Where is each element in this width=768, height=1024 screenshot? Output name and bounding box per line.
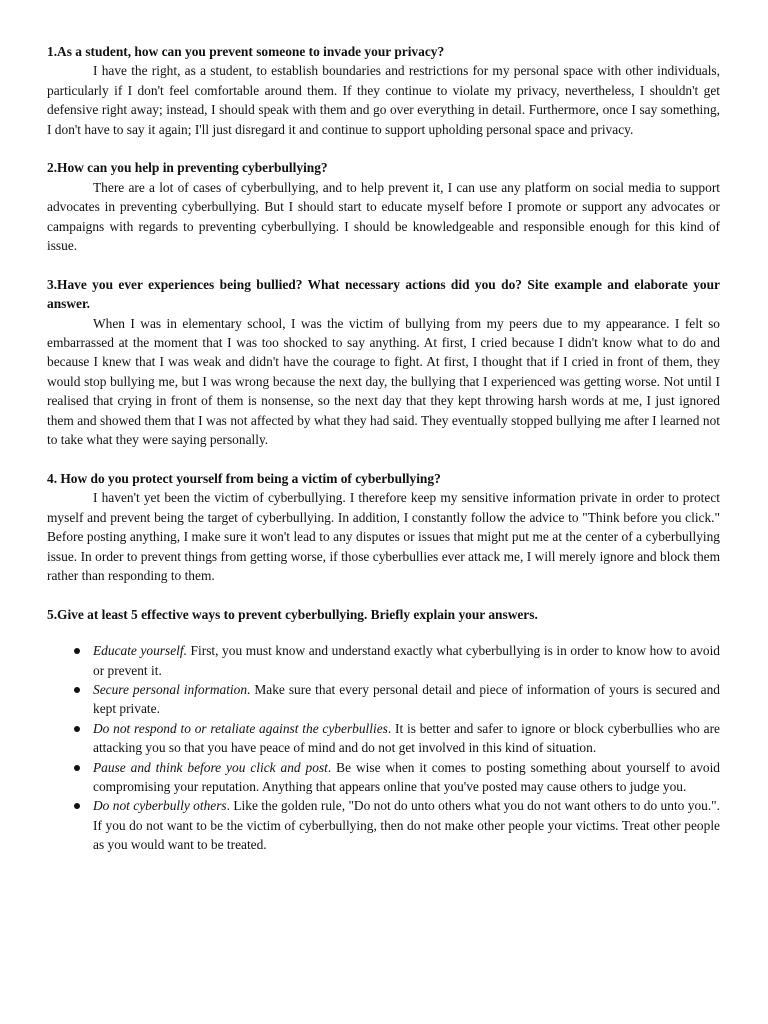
bullet-icon	[74, 726, 80, 732]
list-item	[93, 641, 720, 680]
question-1: 1.As a student, how can you prevent someone to invade your privacy?	[47, 44, 445, 59]
bullet-icon	[74, 803, 80, 809]
answer-2: There are a lot of cases of cyberbullying, and to help prevent it, I can use any platform on social media to support advocates in preventing cyberbullying. But I should start to educate myself before I promote or support any advocates or campaigns with regards to preventing cyberbullying. I should be knowledgeable and responsible enough for this kind of issue.	[47, 179, 720, 254]
section-3	[47, 275, 720, 450]
way-term: Do not respond to or retaliate against the cyberbullies	[93, 720, 388, 736]
question-4: 4. How do you protect yourself from being a victim of cyberbullying?	[47, 470, 441, 486]
ways-list	[47, 641, 720, 854]
bullet-icon	[74, 687, 80, 693]
way-text: . It is better and safer to ignore or block cyberbullies who are attacking you so that you have peace of mind and do not get involved in this kind of situation.	[93, 720, 721, 756]
bullet-icon	[74, 765, 80, 771]
question-5: 5.Give at least 5 effective ways to prevent cyberbullying. Briefly explain your answers.	[47, 606, 538, 622]
list-item	[93, 796, 720, 854]
section-4	[47, 469, 720, 585]
list-item	[93, 758, 720, 797]
answer-4: I haven't yet been the victim of cyberbullying. I therefore keep my sensitive information private in order to protect myself and prevent being the target of cyberbullying. In addition, I constantly follow the advice to "Think before you click." Before posting anything, I make sure it won't lead to any disputes or issues that might put me at the center of a cyberbullying issue. In order to prevent things from getting worse, if those cyberbullies ever attack me, I will merely ignore and block them rather than responding to them.	[47, 490, 720, 583]
bullet-icon	[74, 648, 80, 654]
section-5	[47, 605, 720, 855]
way-term: Do not cyberbully others	[93, 798, 227, 814]
section-1	[47, 42, 720, 139]
answer-1: I have the right, as a student, to establish boundaries and restrictions for my personal space with other individuals, particularly if I don't feel comfortable around them. If they continue to violate my privacy, nevertheless, I shouldn't get defensive right away; instead, I should speak with them and go over everything in detail. Furthermore, once I say something, I don't have to say it again; I'll just disregard it and continue to support upholding personal space and privacy.	[47, 63, 720, 137]
way-text: . Like the golden rule, "Do not do unto others what you do not want others to do unto you.". If you do not want to be the victim of cyberbullying, then do not make other people your victims. Treat other people as you would want to be treated.	[93, 798, 720, 853]
question-2: 2.How can you help in preventing cyberbullying?	[47, 160, 328, 176]
section-2	[47, 158, 720, 255]
answer-3: When I was in elementary school, I was the victim of bullying from my peers due to my appearance. I felt so embarrassed at the moment that I was too shocked to say anything. At first, I cried because I didn't know what to do and because I knew that I was weak and didn't have the courage to fight. At first, I thought that if I cried in front of them, they would stop bullying me, but I was wrong because the next day, the bullying that I experienced was getting worse. Not until I realised that crying in front of them is nonsense, so the next day that they kept throwing harsh words at me, I just ignored them and showed them that I was not affected by what they had said. They eventually stopped bullying me after I learned not to take what they were saying personally.	[47, 315, 720, 448]
way-text: First, you must know and understand exactly what cyberbullying is in order to know how to avoid or prevent it.	[93, 643, 720, 678]
list-item	[93, 680, 720, 719]
question-3: 3.Have you ever experiences being bullied? What necessary actions did you do? Site example and elaborate your answer.	[47, 276, 720, 312]
way-text: . Make sure that every personal detail and piece of information of yours is secured and kept private.	[93, 681, 720, 717]
way-term: Educate yourself.	[93, 643, 187, 659]
document-page	[47, 42, 720, 855]
way-term: Secure personal information	[93, 681, 248, 697]
way-term: Pause and think before you click and post	[93, 759, 328, 775]
way-text: . Be wise when it comes to posting something about yourself to avoid compromising your reputation. Anything that appears online that you've posted may cause others to judge you.	[93, 759, 721, 794]
list-item	[93, 719, 720, 758]
